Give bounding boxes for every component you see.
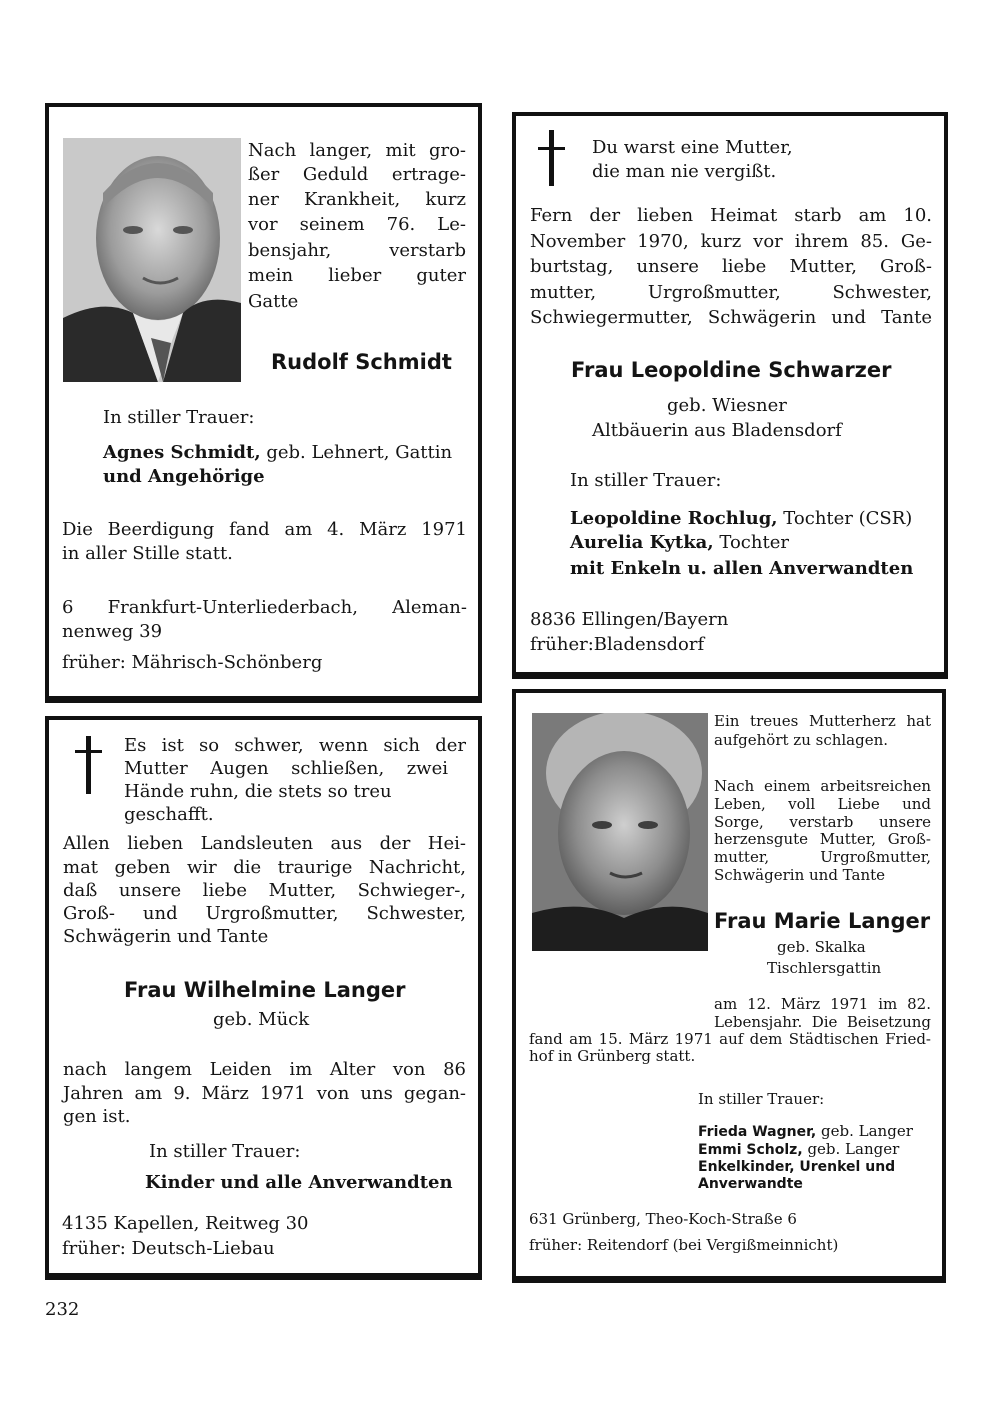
- obituary-text-line: mat geben wir die traurige Nachricht,: [63, 857, 466, 878]
- mourner-line: Kinder und alle Anverwandten: [145, 1172, 453, 1193]
- obituary-intro-line: vor seinem 76. Le-: [248, 214, 466, 235]
- verse-line: die man nie vergißt.: [592, 161, 777, 182]
- obituary-text-line: Lebensjahr. Die Beisetzung: [714, 1013, 931, 1031]
- mourner-line: mit Enkeln u. allen Anverwandten: [570, 558, 914, 579]
- obituary-text-line: mutter, Urgroßmutter, Schwester,: [530, 282, 932, 303]
- obituary-text-line: mutter, Urgroßmutter,: [714, 848, 931, 866]
- obituary-intro-line: mein lieber guter: [248, 265, 466, 286]
- address-line: früher: Mährisch-Schönberg: [62, 652, 323, 673]
- obituary-text-line: am 12. März 1971 im 82.: [714, 995, 931, 1013]
- funeral-note: Die Beerdigung fand am 4. März 1971: [62, 519, 467, 540]
- cross-icon: [75, 736, 102, 794]
- obituary-text-line: burtstag, unsere liebe Mutter, Groß-: [530, 256, 932, 277]
- mourning-label: In stiller Trauer:: [149, 1141, 301, 1162]
- address-line: 8836 Ellingen/Bayern: [530, 609, 729, 630]
- mourner-name: Aurelia Kytka,: [570, 532, 714, 553]
- mourning-label: In stiller Trauer:: [103, 407, 255, 428]
- mourner-relation: Tochter: [719, 532, 789, 553]
- mourner-relation: Tochter (CSR): [783, 508, 913, 529]
- obituary-text-line: Groß- und Urgroßmutter, Schwester,: [63, 903, 466, 924]
- deceased-origin: Altbäuerin aus Bladensdorf: [592, 420, 842, 441]
- obituary-text-line: Schwägerin und Tante: [714, 866, 886, 884]
- mourning-label: In stiller Trauer:: [698, 1090, 825, 1108]
- deceased-name: Rudolf Schmidt: [271, 350, 452, 374]
- cross-icon: [538, 130, 565, 186]
- mourner-name: Frieda Wagner,: [698, 1124, 817, 1140]
- mourner-line: und Angehörige: [103, 466, 265, 487]
- address-line: nenweg 39: [62, 621, 163, 642]
- portrait-photo-man: [63, 138, 241, 382]
- occupation: Tischlersgattin: [767, 959, 882, 977]
- obituary-text-line: Fern der lieben Heimat starb am 10.: [530, 205, 932, 226]
- maiden-name: geb. Skalka: [777, 938, 866, 956]
- mourner-relation: geb. Langer: [807, 1140, 900, 1158]
- obituary-intro-line: Gatte: [248, 291, 299, 312]
- portrait-photo-woman: [532, 713, 708, 951]
- address-line: 6 Frankfurt-Unterliederbach, Aleman-: [62, 597, 467, 618]
- mourner-line: [570, 531, 789, 555]
- address-line: 631 Grünberg, Theo-Koch-Straße 6: [529, 1210, 797, 1228]
- obituary-text-line: Schwägerin und Tante: [63, 926, 269, 947]
- mourner-line: [570, 507, 912, 531]
- verse-line: Hände ruhn, die stets so treu: [124, 781, 392, 802]
- obituary-text-line: Sorge, verstarb unsere: [714, 813, 931, 831]
- obituary-intro-line: Nach langer, mit gro-: [248, 140, 466, 161]
- obituary-text-line: fand am 15. März 1971 auf dem Städtischen Fried-: [529, 1030, 931, 1048]
- mourner-line: Anverwandte: [698, 1176, 803, 1192]
- verse-line: Mutter Augen schließen, zwei: [124, 758, 448, 779]
- verse-line: aufgehört zu schlagen.: [714, 731, 889, 749]
- mourner-relation: geb. Langer: [821, 1122, 913, 1140]
- mourner-line: [698, 1140, 899, 1159]
- maiden-name: geb. Wiesner: [667, 395, 787, 416]
- obituary-text-line: daß unsere liebe Mutter, Schwieger-,: [63, 880, 466, 901]
- deceased-name: Frau Leopoldine Schwarzer: [571, 358, 892, 382]
- verse-line: Es ist so schwer, wenn sich der: [124, 735, 466, 756]
- mourner-line: [698, 1122, 913, 1141]
- mourner-name: Leopoldine Rochlug,: [570, 508, 778, 529]
- maiden-name: geb. Mück: [213, 1009, 310, 1030]
- address-line: früher: Deutsch-Liebau: [62, 1238, 275, 1259]
- obituary-text-line: Jahren am 9. März 1971 von uns gegan-: [63, 1083, 466, 1104]
- obituary-text-line: nach langem Leiden im Alter von 86: [63, 1059, 466, 1080]
- address-line: früher: Reitendorf (bei Vergißmeinnicht): [529, 1236, 839, 1254]
- page-number: 232: [45, 1299, 80, 1320]
- obituary-text-line: herzensgute Mutter, Groß-: [714, 830, 931, 848]
- obituary-text-line: Schwiegermutter, Schwägerin und Tante: [530, 307, 932, 328]
- address-line: früher:Bladensdorf: [530, 634, 705, 655]
- mourner-name: Agnes Schmidt,: [103, 442, 261, 463]
- obituary-intro-line: ner Krankheit, kurz: [248, 189, 466, 210]
- obituary-text-line: Allen lieben Landsleuten aus der Hei-: [63, 833, 466, 854]
- mourner-relation: geb. Lehnert, Gattin: [266, 442, 453, 463]
- obituary-text-line: Leben, voll Liebe und: [714, 795, 931, 813]
- obituary-text-line: Nach einem arbeitsreichen: [714, 777, 931, 795]
- mourning-label: In stiller Trauer:: [570, 470, 722, 491]
- verse-line: Ein treues Mutterherz hat: [714, 712, 931, 730]
- obituary-intro-line: ßer Geduld ertrage-: [248, 164, 466, 185]
- mourner-name: Emmi Scholz,: [698, 1142, 803, 1158]
- mourner-line: Enkelkinder, Urenkel und: [698, 1159, 896, 1175]
- mourner-line: [103, 441, 452, 465]
- obituary-text-line: gen ist.: [63, 1106, 131, 1127]
- verse-line: Du warst eine Mutter,: [592, 137, 793, 158]
- deceased-name: Frau Wilhelmine Langer: [124, 978, 406, 1002]
- verse-line: geschafft.: [124, 804, 214, 825]
- address-line: 4135 Kapellen, Reitweg 30: [62, 1213, 309, 1234]
- obituary-intro-line: bensjahr, verstarb: [248, 240, 466, 261]
- deceased-name: Frau Marie Langer: [714, 909, 931, 933]
- funeral-note: in aller Stille statt.: [62, 543, 233, 564]
- obituary-text-line: hof in Grünberg statt.: [529, 1047, 696, 1065]
- obituary-text-line: November 1970, kurz vor ihrem 85. Ge-: [530, 231, 932, 252]
